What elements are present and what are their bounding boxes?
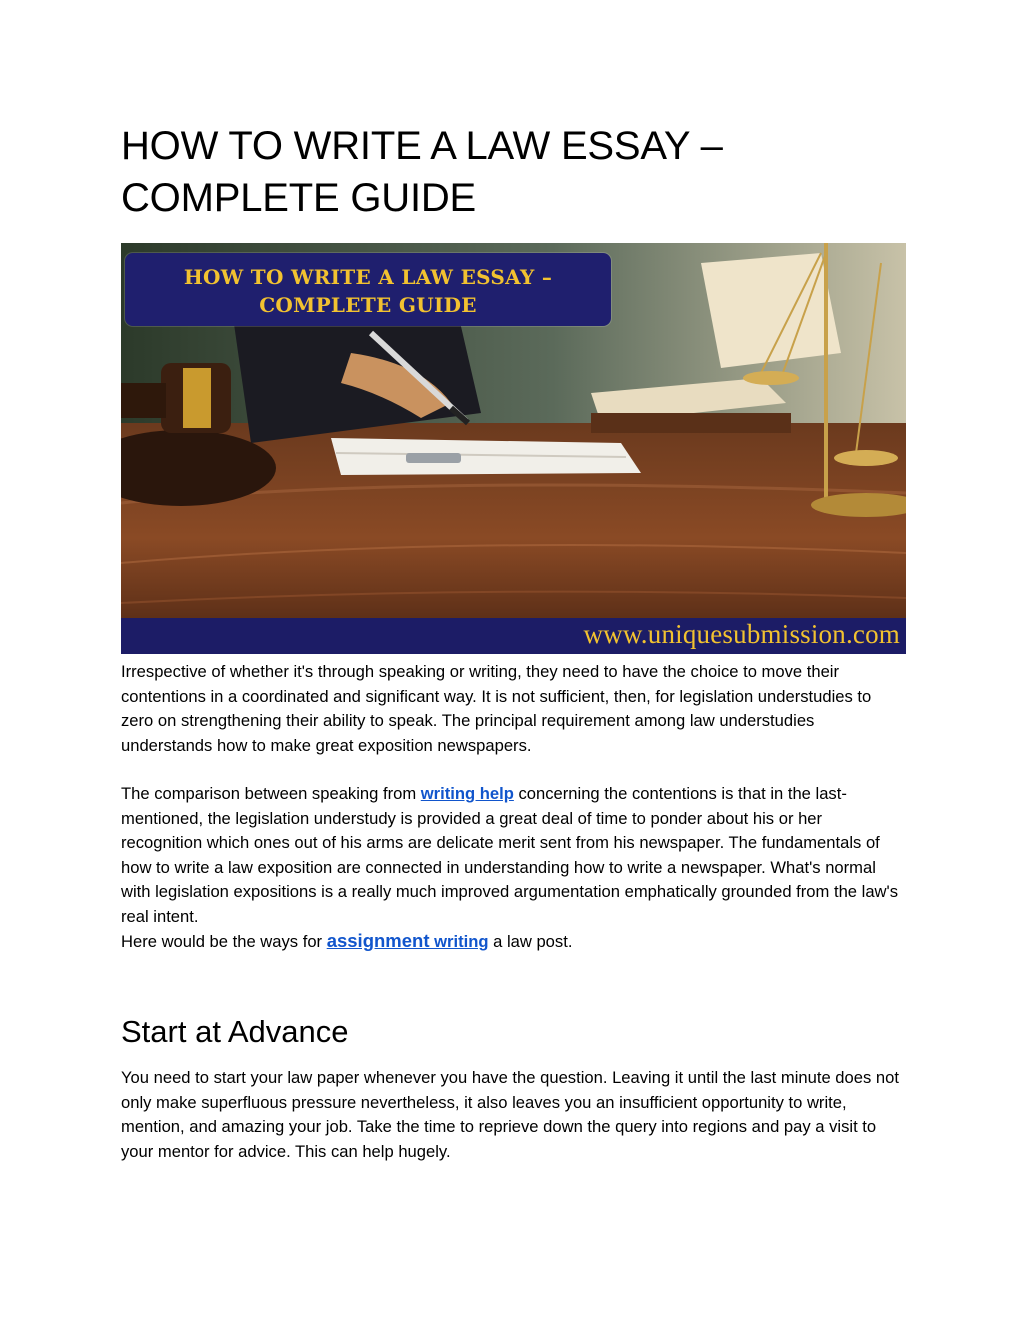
page-title: [121, 120, 906, 224]
page-title-line2: COMPLETE GUIDE: [121, 176, 477, 220]
hero-url-text: www.uniquesubmission.com: [583, 619, 900, 649]
comparison-text-after: concerning the contentions is that in the last-mentioned, the legislation understudy is provided a great deal of time to ponder about his or her recognition which ones out of his arms are delicate merit sent from his newspaper. The fundamentals of how to write a law exposition are connected in understanding how to write a newspaper. What's normal with legislation expositions is a really much improved argumentation emphatically grounded from the law's real intent.: [121, 784, 899, 926]
assignment-link-part1: assignment: [326, 930, 430, 951]
section-heading: Start at Advance: [121, 1014, 349, 1049]
page-title-line1: HOW TO WRITE A LAW ESSAY –: [121, 124, 723, 168]
hero-banner-line1: HOW TO WRITE A LAW ESSAY –: [183, 265, 553, 289]
writing-help-link[interactable]: writing help: [420, 784, 514, 803]
assignment-writing-link[interactable]: [327, 932, 489, 951]
ways-text-after: a law post.: [488, 932, 573, 951]
comparison-paragraph: [121, 782, 906, 955]
ways-text-before: Here would be the ways for: [121, 932, 327, 951]
hero-banner-line2: COMPLETE GUIDE: [259, 293, 477, 317]
section-paragraph: You need to start your law paper whenever you have the question. Leaving it until the last minute does not only make superfluous pressure nevertheless, it also leaves you an insufficient opportunity to write, mention, and amazing your job. Take the time to reprieve down the query into regions and pay a visit to your mentor for advice. This can help hugely.: [121, 1068, 899, 1161]
intro-paragraph: Irrespective of whether it's through speaking or writing, they need to have the choice to move their contentions in a coordinated and significant way. It is not sufficient, then, for legislation understudies to zero on strengthening their ability to speak. The principal requirement among law understudies understands how to make great exposition newspapers.: [121, 662, 872, 755]
comparison-text-before: The comparison between speaking from: [121, 784, 421, 803]
hero-image: [121, 243, 906, 654]
assignment-link-part2: writing: [429, 932, 489, 951]
hero-banner: [125, 253, 611, 326]
